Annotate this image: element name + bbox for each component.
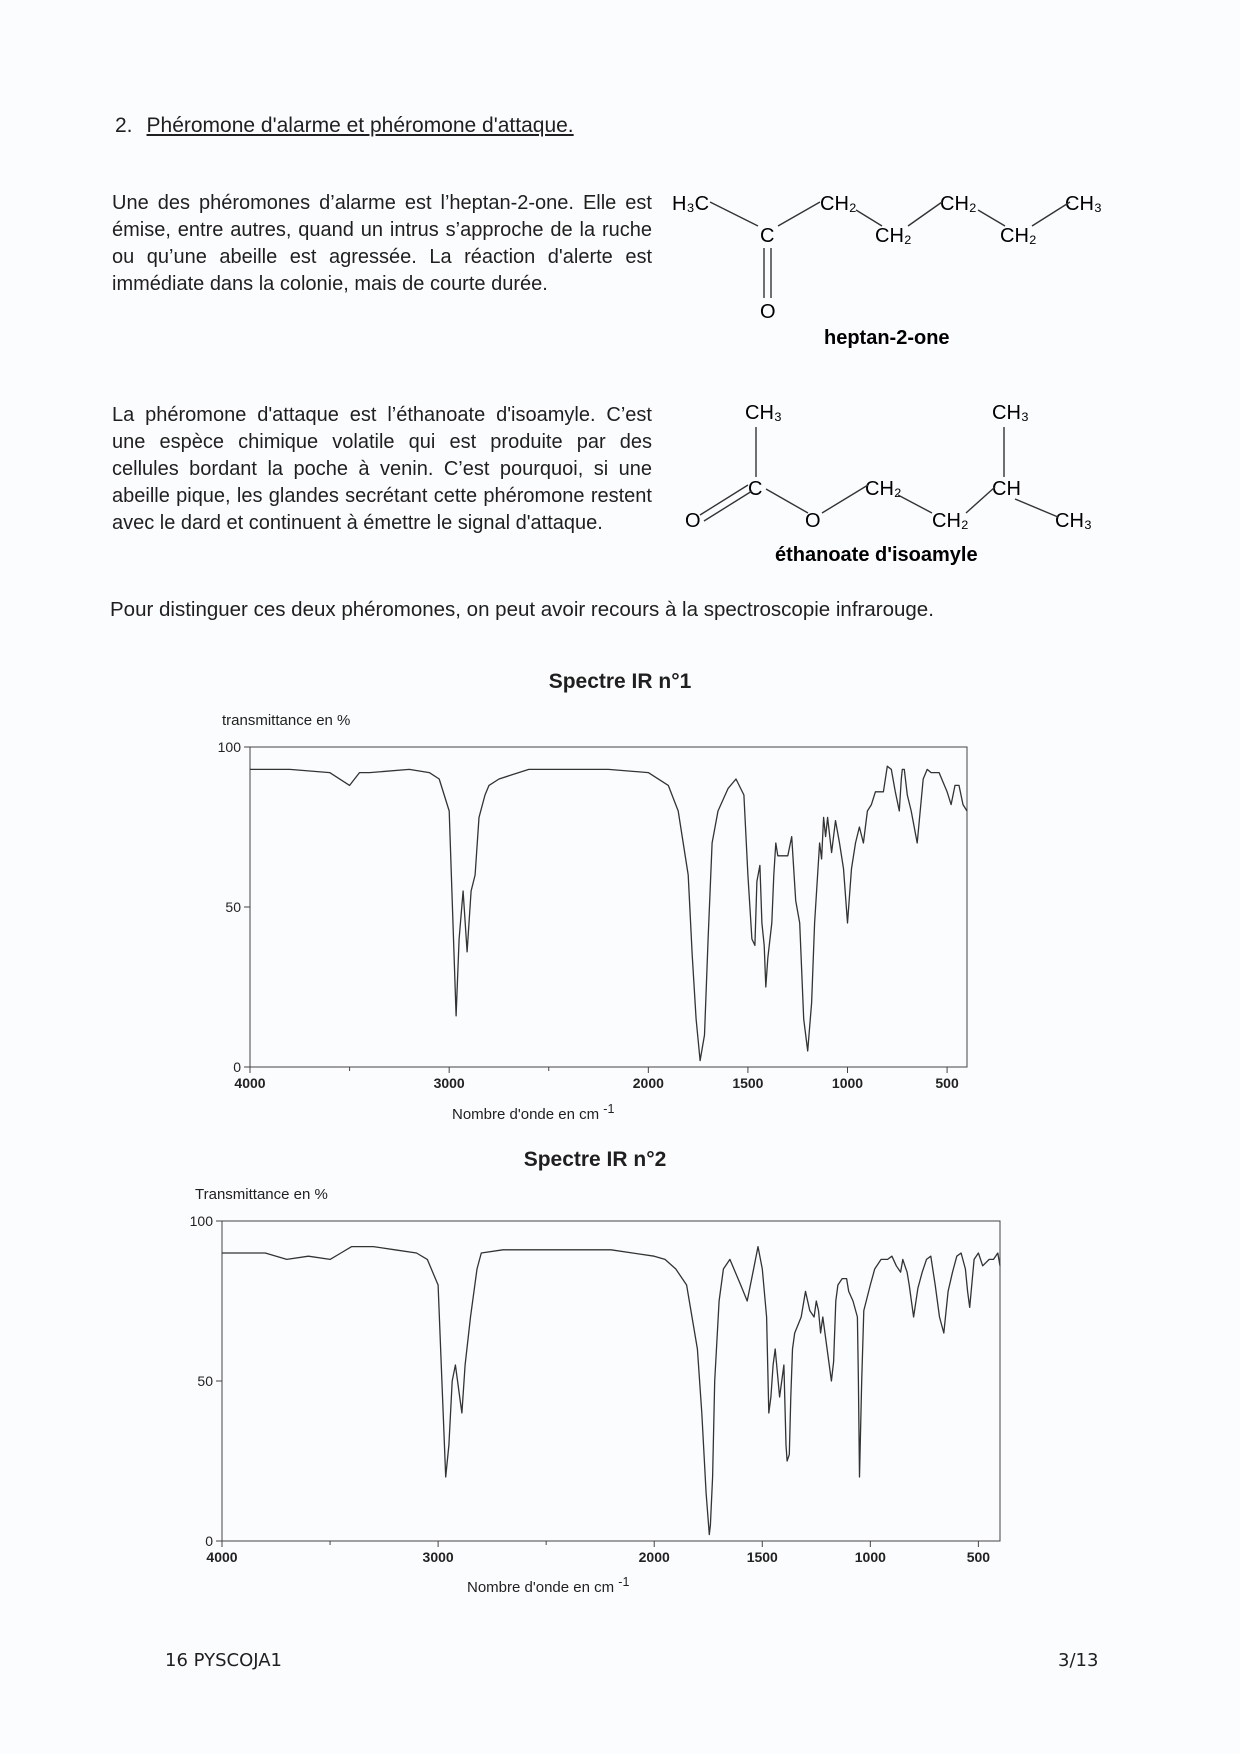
chart1-svg	[200, 735, 1000, 1130]
heptanone-ch2-d: CH₂	[1000, 225, 1037, 247]
heptanone-c: C	[760, 225, 775, 247]
heptanone-svg	[660, 180, 1130, 360]
chart2-ytick-label: 100	[189, 1213, 213, 1229]
chart1-plot-frame	[250, 747, 967, 1067]
chart2-series-line	[222, 1247, 1000, 1535]
chart2-xlabel-text: Nombre d'onde en cm	[467, 1579, 615, 1596]
heptanone-ch2-b: CH₂	[875, 225, 912, 247]
chart1-title-wrap	[0, 670, 1240, 694]
chart2-xtick-label: 1500	[746, 1549, 778, 1565]
chart1-ytick-label: 0	[233, 1059, 241, 1075]
chart1-ytick-label: 100	[217, 739, 241, 755]
section-number: 2.	[115, 114, 133, 137]
isoamyl-o-ester: O	[805, 510, 821, 532]
chart2-xtick-label: 3000	[422, 1549, 454, 1565]
chart1-title: Spectre IR n°1	[548, 670, 692, 693]
chart2-xtick-label: 2000	[638, 1549, 670, 1565]
chart2-ylabel: Transmittance en %	[195, 1186, 328, 1203]
chart2-title-wrap	[0, 1148, 1190, 1172]
isoamyl-o-double: O	[685, 510, 701, 532]
chart2-plot-frame	[222, 1221, 1000, 1541]
isoamyl-ch2-b: CH₂	[932, 510, 969, 532]
chart2-svg	[170, 1208, 1010, 1603]
chart1-xtick-label: 1500	[732, 1075, 764, 1091]
chart2-xtick-label: 1000	[854, 1549, 886, 1565]
chart1-xtick-label: 1000	[831, 1075, 864, 1091]
chart1-xtick-label: 4000	[234, 1075, 266, 1091]
heptanone-bonds	[710, 202, 1070, 298]
chart1-xlabel	[452, 1102, 614, 1123]
section-title	[115, 114, 574, 138]
isoamyl-ch2-a: CH₂	[865, 478, 902, 500]
chart2-ytick-label: 0	[205, 1533, 213, 1549]
heptanone-name: heptan-2-one	[824, 327, 950, 349]
heptanone-structure	[660, 180, 1130, 360]
heptanone-o: O	[760, 301, 776, 323]
chart1-ytick-label: 50	[225, 899, 241, 915]
chart1-xtick-label: 500	[935, 1075, 959, 1091]
footer-code: 16 PYSCOJA1	[165, 1650, 282, 1671]
heptanone-ch3: CH₃	[1065, 193, 1103, 215]
chart2-xtick-label: 4000	[206, 1549, 238, 1565]
isoamyl-svg	[670, 395, 1130, 575]
isoamyl-ch3-top: CH₃	[745, 402, 783, 424]
attack-paragraph: La phéromone d'attaque est l’éthanoate d'isoamyle. C’est une espèce chimique volatile qui est produite par des cellules bordant la poche à venin. C’est pourquoi, si une abeille pique, les glandes secrétant cette phéromone restent avec le dard et continuent à émettre le signal d'attaque.	[112, 404, 652, 534]
isoamyl-ch3-up: CH₃	[992, 402, 1030, 424]
heptanone-h3c: H₃C	[672, 193, 710, 215]
chart2-xlabel	[467, 1575, 629, 1596]
alarm-paragraph: Une des phéromones d’alarme est l’heptan-2-one. Elle est émise, entre autres, quand un intrus s’approche de la ruche ou qu’une abeille est agressée. La réaction d'alerte est immédiate dans la colonie, mais de courte durée.	[112, 192, 652, 295]
chart1-ylabel: transmittance en %	[222, 712, 351, 729]
chart1-series-line	[250, 766, 967, 1060]
isoamyl-name: éthanoate d'isoamyle	[775, 544, 978, 566]
heptanone-ch2-a: CH₂	[820, 193, 857, 215]
chart1-xlabel-text: Nombre d'onde en cm	[452, 1106, 600, 1123]
ir-intro: Pour distinguer ces deux phéromones, on peut avoir recours à la spectroscopie infrarouge.	[110, 598, 934, 621]
heptanone-ch2-c: CH₂	[940, 193, 977, 215]
isoamyl-bonds	[700, 427, 1058, 521]
chart1-xtick-label: 2000	[632, 1075, 664, 1091]
isoamyl-structure	[670, 395, 1130, 575]
footer-page: 3/13	[1058, 1650, 1099, 1671]
isoamyl-ch3-right: CH₃	[1055, 510, 1093, 532]
chart1-xlabel-sup: -1	[603, 1102, 615, 1116]
isoamyl-ch: CH	[992, 478, 1021, 500]
chart1-xtick-label: 3000	[433, 1075, 465, 1091]
section-title-text: Phéromone d'alarme et phéromone d'attaque.	[146, 114, 574, 137]
chart2-xtick-label: 500	[966, 1549, 991, 1565]
isoamyl-c: C	[748, 478, 763, 500]
chart2-xlabel-sup: -1	[618, 1575, 630, 1589]
chart2-title: Spectre IR n°2	[523, 1148, 667, 1171]
chart2-ytick-label: 50	[197, 1373, 213, 1389]
